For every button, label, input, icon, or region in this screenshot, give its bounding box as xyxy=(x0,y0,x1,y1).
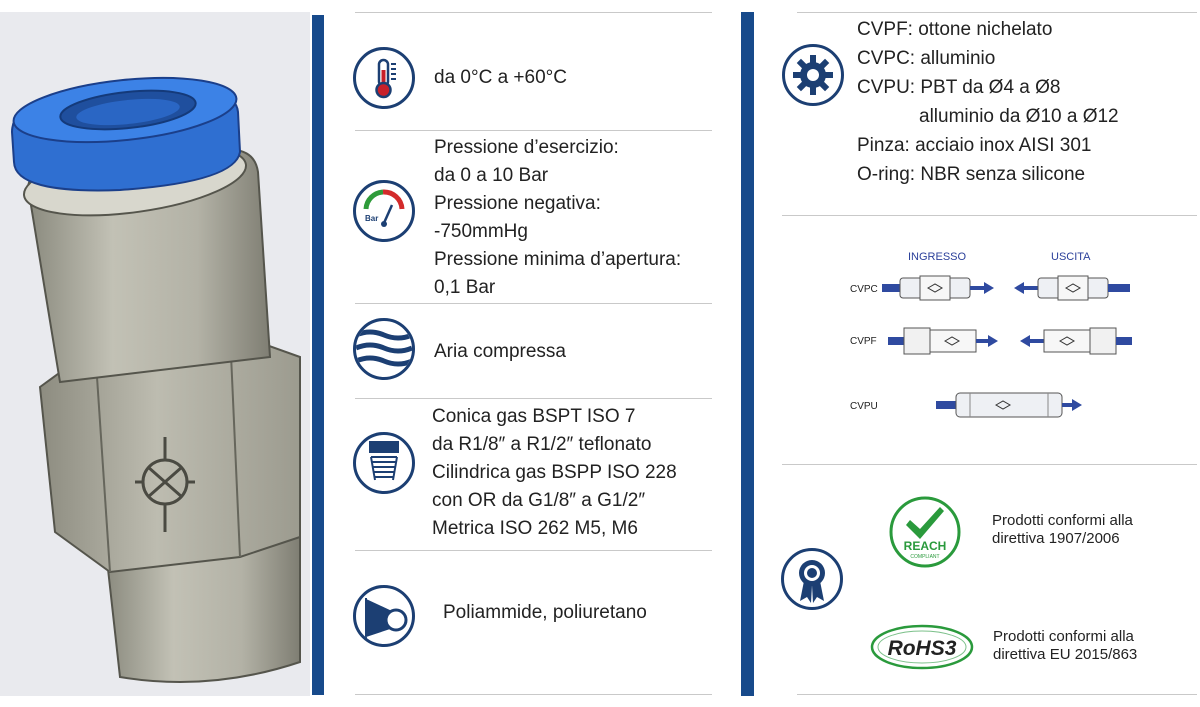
material-row-cvpu-2: alluminio da Ø10 a Ø12 xyxy=(919,106,1119,127)
row-label-cvpf: CVPF xyxy=(850,336,877,347)
temperature-text: da 0°C a +60°C xyxy=(434,67,567,88)
material-row-cvpu: CVPU: PBT da Ø4 a Ø8 xyxy=(857,77,1061,98)
divider-bar-left xyxy=(312,15,324,695)
row-label-cvpc: CVPC xyxy=(850,284,878,295)
thread-icon xyxy=(353,432,415,494)
rohs-text-1: Prodotti conformi alla xyxy=(993,628,1134,645)
pressure-line-5: Pressione minima d’apertura: xyxy=(434,249,682,270)
cvpc-ingresso-valve xyxy=(882,276,994,300)
divider-bar-right xyxy=(741,12,754,696)
tube-text: Poliammide, poliuretano xyxy=(443,602,647,623)
pressure-line-3: Pressione negativa: xyxy=(434,193,601,214)
thermometer-icon xyxy=(353,47,415,109)
uscita-label: USCITA xyxy=(1051,251,1091,263)
cvpu-valve xyxy=(936,393,1082,417)
gauge-label: Bar xyxy=(365,214,379,223)
cvpf-uscita-valve xyxy=(1020,328,1132,354)
thread-line-5: Metrica ISO 262 M5, M6 xyxy=(432,518,638,539)
material-row-oring: O-ring: NBR senza silicone xyxy=(857,164,1086,185)
thread-line-3: Cilindrica gas BSPP ISO 228 xyxy=(432,462,677,483)
pressure-gauge-icon xyxy=(353,180,415,242)
material-row-pinza: Pinza: acciaio inox AISI 301 xyxy=(857,135,1092,156)
rohs-text-2: direttiva EU 2015/863 xyxy=(993,646,1138,663)
pressure-line-1: Pressione d’esercizio: xyxy=(434,137,619,158)
row-label-cvpu: CVPU xyxy=(850,401,878,412)
reach-text-2: direttiva 1907/2006 xyxy=(992,530,1120,547)
thread-line-1: Conica gas BSPT ISO 7 xyxy=(432,406,636,427)
svg-text:COMPLIANT: COMPLIANT xyxy=(910,554,940,560)
push-in-check-valve-illustration xyxy=(0,12,310,696)
cvpc-uscita-valve xyxy=(1014,276,1130,300)
thread-line-4: con OR da G1/8″ a G1/2″ xyxy=(432,490,646,511)
certification-ribbon-icon xyxy=(781,548,843,610)
pressure-line-6: 0,1 Bar xyxy=(434,277,496,298)
material-row-cvpf: CVPF: ottone nichelato xyxy=(857,19,1053,40)
ingresso-label: INGRESSO xyxy=(908,251,967,263)
pressure-line-4: -750mmHg xyxy=(434,221,528,242)
svg-text:RoHS3: RoHS3 xyxy=(887,637,957,660)
reach-text-1: Prodotti conformi alla xyxy=(992,512,1133,529)
tube-icon xyxy=(353,585,415,647)
thread-line-2: da R1/8″ a R1/2″ teflonato xyxy=(432,434,652,455)
fluid-text: Aria compressa xyxy=(434,341,566,362)
gear-icon xyxy=(782,44,844,106)
product-image xyxy=(0,12,310,696)
pressure-line-2: da 0 a 10 Bar xyxy=(434,165,549,186)
material-row-cvpc: CVPC: alluminio xyxy=(857,48,996,69)
fluid-waves-icon xyxy=(353,318,415,380)
reach-logo xyxy=(886,495,964,569)
svg-text:REACH: REACH xyxy=(903,539,947,553)
cvpf-ingresso-valve xyxy=(888,328,998,354)
rohs3-logo xyxy=(870,624,974,670)
flow-direction-diagram xyxy=(800,236,1197,436)
